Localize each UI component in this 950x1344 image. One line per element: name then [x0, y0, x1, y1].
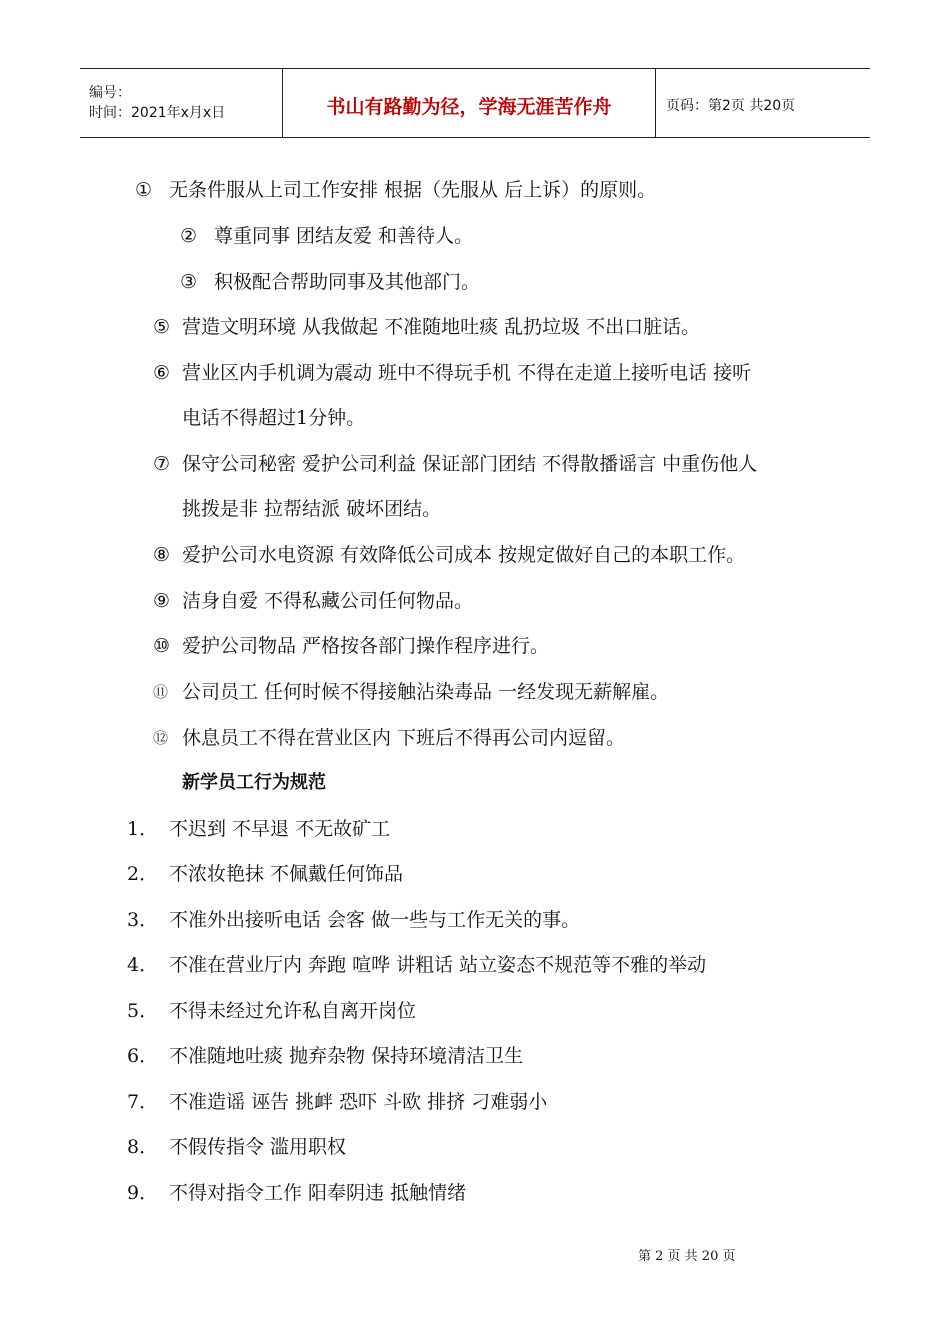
rule-text: 无条件服从上司工作安排 根据（先服从 后上诉）的原则。	[169, 179, 657, 201]
rule-text: 休息员工不得在营业区内 下班后不得再公司内逗留。	[182, 727, 626, 749]
conduct-text: 不准随地吐痰 抛弃杂物 保持环境清洁卫生	[169, 1045, 524, 1067]
rule-text: 积极配合帮助同事及其他部门。	[214, 271, 481, 293]
conduct-text: 不迟到 不早退 不无故矿工	[169, 818, 391, 840]
conduct-text: 不准造谣 诬告 挑衅 恐吓 斗欧 排挤 刁难弱小	[169, 1091, 548, 1113]
conduct-text: 不得对指令工作 阳奉阴违 抵触情绪	[169, 1182, 467, 1204]
document-header	[80, 68, 870, 138]
conduct-text: 不浓妆艳抹 不佩戴任何饰品	[169, 863, 404, 885]
conduct-marker: 7．	[127, 1091, 159, 1113]
conduct-marker: 5．	[127, 1000, 159, 1022]
rule-text: 爱护公司水电资源 有效降低公司成本 按规定做好自己的本职工作。	[182, 544, 746, 566]
rule-text: 营造文明环境 从我做起 不准随地吐痰 乱扔垃圾 不出口脏话。	[182, 316, 701, 338]
conduct-marker: 6．	[127, 1045, 159, 1067]
conduct-marker: 2．	[127, 863, 159, 885]
rule-marker: ⑧	[153, 544, 171, 566]
section-title: 新学员工行为规范	[182, 772, 326, 793]
rule-text-continued: 电话不得超过1分钟。	[182, 407, 366, 429]
conduct-text: 不得未经过允许私自离开岗位	[169, 1000, 417, 1022]
header-motto-cell	[283, 69, 656, 137]
rule-text: 尊重同事 团结友爱 和善待人。	[214, 225, 474, 247]
conduct-marker: 3．	[127, 909, 159, 931]
header-page-label: 页码：第2页 共20页	[666, 98, 796, 114]
rule-text-continued: 挑拨是非 拉帮结派 破坏团结。	[182, 498, 442, 520]
rule-marker: ⑨	[153, 590, 171, 612]
conduct-marker: 9．	[127, 1182, 159, 1204]
document-number-label: 编号：	[89, 85, 131, 101]
header-page-cell	[656, 69, 870, 137]
rule-text: 爱护公司物品 严格按各部门操作程序进行。	[182, 635, 550, 657]
rule-marker: ⑥	[153, 362, 171, 384]
header-meta-cell	[80, 69, 283, 137]
rule-marker: ⑫	[153, 729, 169, 747]
document-time-label: 时间：2021年x月x日	[89, 105, 226, 121]
rule-marker: ③	[180, 271, 198, 293]
rule-text: 保守公司秘密 爱护公司利益 保证部门团结 不得散播谣言 中重伤他人	[182, 453, 758, 475]
rule-text: 公司员工 任何时候不得接触沾染毒品 一经发现无薪解雇。	[182, 681, 670, 703]
rule-marker: ⑦	[153, 453, 171, 475]
rule-text: 营业区内手机调为震动 班中不得玩手机 不得在走道上接听电话 接听	[182, 362, 752, 384]
conduct-marker: 8．	[127, 1136, 159, 1158]
rule-marker: ②	[180, 225, 198, 247]
conduct-text: 不假传指令 滥用职权	[169, 1136, 347, 1158]
conduct-text: 不准在营业厅内 奔跑 喧哗 讲粗话 站立姿态不规范等不雅的举动	[169, 954, 707, 976]
conduct-marker: 1．	[127, 818, 159, 840]
rule-text: 洁身自爱 不得私藏公司任何物品。	[182, 590, 474, 612]
rule-marker: ⑤	[153, 316, 171, 338]
rule-marker: ①	[135, 179, 153, 201]
page-footer: 第 2 页 共 20 页	[638, 1249, 736, 1264]
conduct-text: 不准外出接听电话 会客 做一些与工作无关的事。	[169, 909, 581, 931]
rule-marker: ⑪	[153, 683, 169, 701]
conduct-marker: 4．	[127, 954, 159, 976]
header-motto: 书山有路勤为径，学海无涯苦作舟	[326, 95, 612, 118]
rule-marker: ⑩	[153, 635, 171, 657]
